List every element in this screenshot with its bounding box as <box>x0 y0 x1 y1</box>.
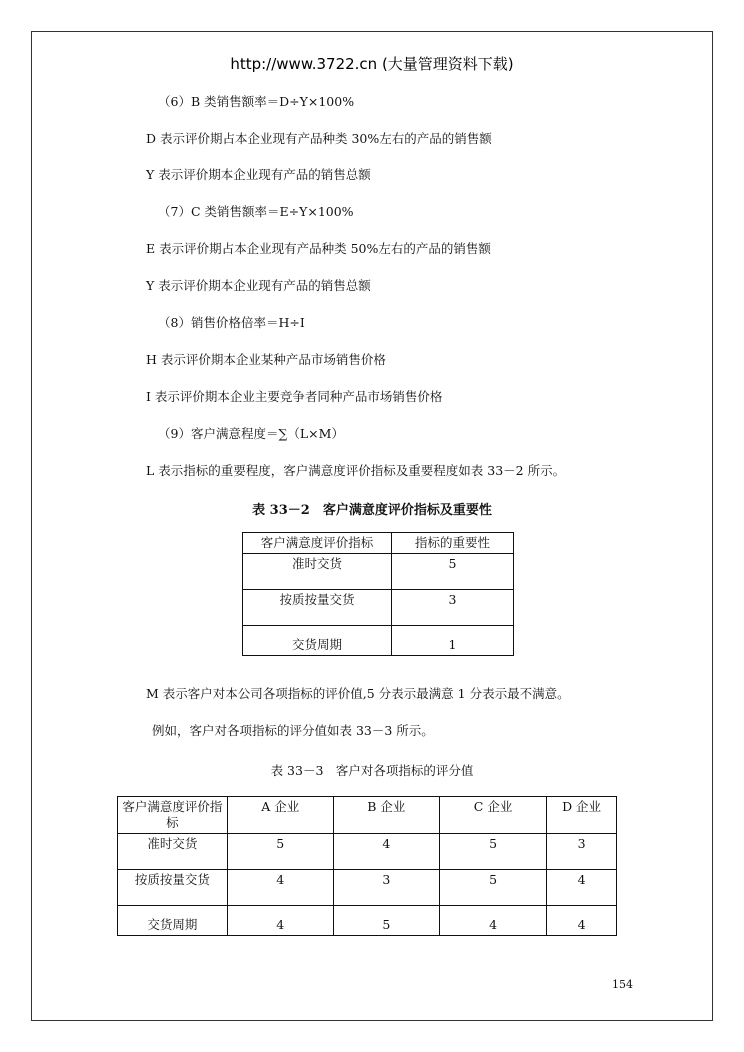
table2-caption: 表 33－3 客户对各项指标的评分值 <box>270 763 474 778</box>
table1-caption: 表 33－2 客户满意度评价指标及重要性 <box>252 503 492 518</box>
table-cell: 5 <box>439 834 546 870</box>
table-cell: 按质按量交货 <box>118 870 228 906</box>
table-cell: 4 <box>227 906 333 936</box>
table-header-cell: 客户满意度评价指标 <box>243 533 392 554</box>
formula-satisfaction: （9）客户满意程度＝∑（L×M） <box>158 426 344 441</box>
formula-price-ratio: （8）销售价格倍率＝H÷I <box>158 315 305 330</box>
table-cell: 4 <box>439 906 546 936</box>
table-cell: 准时交货 <box>118 834 228 870</box>
definition-l: L 表示指标的重要程度，客户满意度评价指标及重要程度如表 33－2 所示。 <box>146 463 566 478</box>
table-cell: 4 <box>547 906 617 936</box>
table-cell: 5 <box>227 834 333 870</box>
table-row <box>118 834 617 870</box>
table-header-cell: A 企业 <box>227 797 333 834</box>
table-cell: 交货周期 <box>243 626 392 656</box>
table-header-cell: D 企业 <box>547 797 617 834</box>
page-header-url: http://www.3722.cn (大量管理资料下载) <box>230 55 514 73</box>
table-header-cell: 客户满意度评价指标 <box>118 797 228 834</box>
definition-e: E 表示评价期占本企业现有产品种类 50%左右的产品的销售额 <box>146 241 491 256</box>
table-header-cell: 指标的重要性 <box>392 533 514 554</box>
table-cell: 5 <box>392 554 514 590</box>
table-row <box>243 626 514 656</box>
table-row <box>118 870 617 906</box>
definition-h: H 表示评价期本企业某种产品市场销售价格 <box>146 352 386 367</box>
table-cell: 5 <box>439 870 546 906</box>
definition-d: D 表示评价期占本企业现有产品种类 30%左右的产品的销售额 <box>146 131 492 146</box>
table-cell: 按质按量交货 <box>243 590 392 626</box>
table-cell: 4 <box>227 870 333 906</box>
table-header-cell: C 企业 <box>439 797 546 834</box>
rating-table <box>117 796 617 936</box>
table-cell: 5 <box>333 906 439 936</box>
table-row <box>243 554 514 590</box>
formula-c-sales-rate: （7）C 类销售额率＝E÷Y×100% <box>158 204 354 219</box>
definition-m: M 表示客户对本公司各项指标的评价值,5 分表示最满意 1 分表示最不满意。 <box>146 686 570 701</box>
table-cell: 3 <box>547 834 617 870</box>
table-row <box>243 590 514 626</box>
page-number: 154 <box>612 978 633 991</box>
table-header-row <box>118 797 617 834</box>
table-cell: 3 <box>333 870 439 906</box>
definition-y-2: Y 表示评价期本企业现有产品的销售总额 <box>146 278 371 293</box>
table-header-cell: B 企业 <box>333 797 439 834</box>
importance-table <box>242 532 514 656</box>
formula-b-sales-rate: （6）B 类销售额率＝D÷Y×100% <box>158 94 355 109</box>
table-cell: 4 <box>547 870 617 906</box>
table-cell: 1 <box>392 626 514 656</box>
table-cell: 准时交货 <box>243 554 392 590</box>
table-header-row <box>243 533 514 554</box>
definition-i: I 表示评价期本企业主要竞争者同种产品市场销售价格 <box>146 389 443 404</box>
table-row <box>118 906 617 936</box>
table-cell: 4 <box>333 834 439 870</box>
definition-y: Y 表示评价期本企业现有产品的销售总额 <box>146 167 371 182</box>
example-intro: 例如，客户对各项指标的评分值如表 33－3 所示。 <box>152 723 434 738</box>
table-cell: 3 <box>392 590 514 626</box>
table-cell: 交货周期 <box>118 906 228 936</box>
